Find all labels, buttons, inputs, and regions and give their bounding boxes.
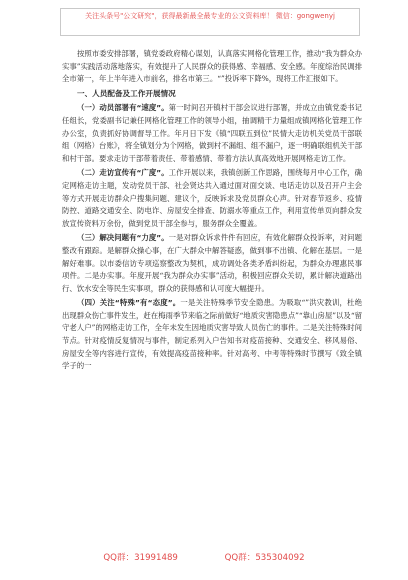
subheading-special: （四）关注“特殊”有“态度”。	[77, 298, 181, 308]
paragraph-special	[62, 297, 362, 373]
paragraph-visits	[62, 167, 362, 230]
section-heading: 一、人员配备及工作开展情况	[77, 88, 176, 98]
paragraph-mobilization-text: 第一时间召开镇村干部会议进行部署，并成立由镇党委书记任组长，党委副书记兼任网格化管理工作的领导小组，抽调精干力量组成镇网格化管理工作办公室，负责抓好协调督导工作。年月日下发《镇“四联五到位”民情大走访机关党员干部联组（网格）台账》，将全镇划分为个网格，做到村不漏组、组不漏户，逐一明确联组机关干部和村干部。要求走访干部带着责任、带着感情、带着方法认真高效地开展网格走访工作。	[62, 103, 362, 163]
footer-contact	[0, 551, 408, 563]
paragraph-visits-text: 工作开展以来，我镇创新工作思路，围绕每月中心工作，确定网格走访主题，发动党员干部、社会贤达共入通过面对面交谈、电话走访以及召开户主会等方式开展走访群众户搜集问题、建议个，反映诉求及党员群众心声。针对春节返乡、疫情防控、道路交通安全、防电诈、房屋安全排查、防溺水等重点工作，利用宣传单页向群众发放宣传资料万余份，做到党员干部全参与，服务群众全覆盖。	[62, 168, 362, 228]
document-body	[62, 48, 362, 375]
qq-group-1: QQ群：31991489	[103, 553, 178, 563]
paragraph-problems	[62, 232, 362, 295]
qq-group-2: QQ群：535304092	[224, 553, 305, 563]
paragraph-special-text: 一是关注特殊季节安全隐患。为吸取“”洪灾教训，杜绝出现群众伤亡事件发生，赶在梅雨季节来临之际前做好“地质灾害隐患点”“靠山房屋”以及“留守老人户”的网格走访工作，全年未发生因地质灾害导致人员伤亡的事件。二是关注特殊时间节点。针对疫情反复情况与事件，制定系列入户告知书对疫苗接种、交通安全、移风易俗、房屋安全等内容进行宣传，有效提高疫苗接种率。针对高考、中考等特殊时节撰写《致全镇学子的一	[62, 298, 363, 371]
watermark-text: 关注头条号"公文研究"，获得最新最全最专业的公文资料库！ 微信：gongwenyj	[85, 12, 335, 20]
subheading-problems: （三）解决问题有“力度”。	[77, 233, 169, 243]
watermark-banner	[60, 8, 360, 36]
paragraph-problems-text: 一是对群众诉求件件有回应，有效化解群众投诉率，对问题整改有跟踪。是解群众操心事，在广大群众中解答疑惑，做到事不出镇、化解在基层。一是解好难事。以市委信访专项巡察整改为契机，成功调处各类矛盾纠纷起，为群众办理惠民事项件。二是办实事。年度开展“我为群众办实事”活动，积极回应群众关切，累计解决道路出行、饮水安全等民生实事项，群众的获得感和认可度大幅提升。	[62, 233, 362, 293]
subheading-visits: （二）走访宣传有“广度”。	[77, 168, 169, 178]
subheading-mobilization: （一）动员部署有“速度”。	[77, 103, 169, 113]
paragraph-mobilization	[62, 102, 362, 165]
intro-paragraph: 按照市委安排部署，镇党委政府精心谋划，认真落实网格化管理工作，推动“我为群众办实事”实践活动落地落实，有效提升了人民群众的获得感、幸福感、安全感。年度综治民调排全市第一，年上半年进入市前名，排名市第三。“”投诉率下降%，现将工作汇报如下。	[62, 49, 362, 84]
